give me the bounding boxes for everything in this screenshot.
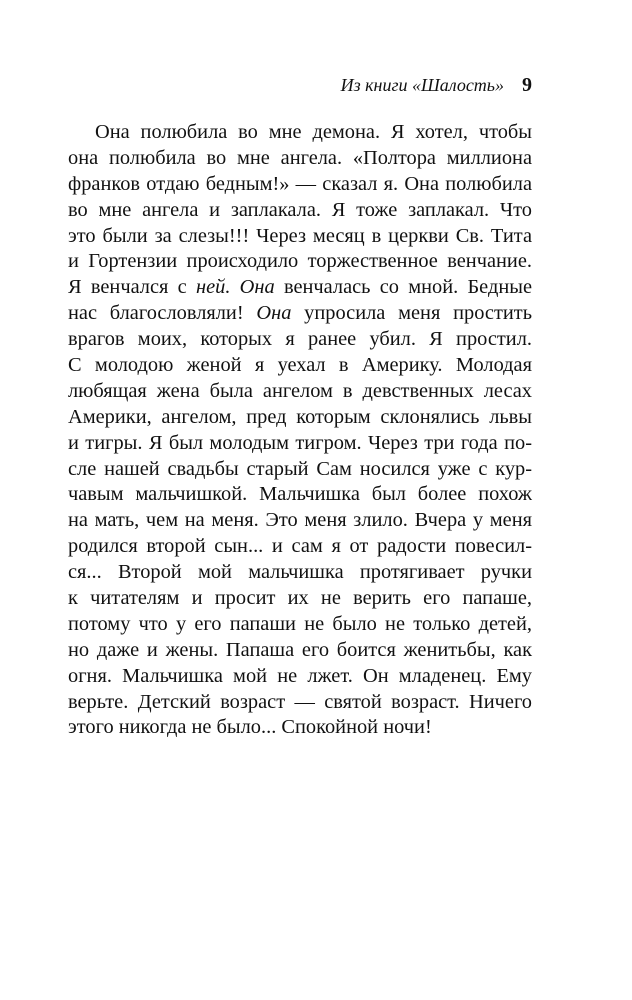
text-line — [68, 431, 532, 457]
text-line — [68, 457, 532, 483]
text-segment: сле нашей свадьбы старый Сам носился уже с кур- — [68, 457, 532, 480]
text-line — [68, 172, 532, 198]
text-segment: и тигры. Я был молодым тигром. Через три года по- — [68, 431, 532, 454]
text-line — [68, 482, 532, 508]
text-line — [68, 664, 532, 690]
page-number: 9 — [522, 74, 532, 96]
text-line — [68, 249, 532, 275]
text-segment: потому что у его папаши не было не только детей, — [68, 612, 532, 635]
text-line — [68, 586, 532, 612]
text-segment: чавым мальчишкой. Мальчишка был более похож — [68, 483, 532, 506]
text-segment: на мать, чем на меня. Это меня злило. Вчера у меня — [68, 509, 532, 532]
text-segment: Она полюбила во мне демона. Я хотел, чтобы — [95, 121, 532, 143]
text-segment: С молодою женой я уехал в Америку. Молодая — [68, 354, 532, 377]
italic-text: Она — [256, 302, 292, 325]
text-segment: франков отдаю бедным!» — сказал я. Она полюбила — [68, 172, 532, 195]
text-segment: она полюбила во мне ангела. «Полтора миллиона — [68, 146, 532, 169]
text-segment: это были за слезы!!! Через месяц в церкви Св. Тита — [68, 224, 532, 247]
text-line — [68, 534, 532, 560]
text-line — [68, 301, 532, 327]
text-segment: этого никогда не было... Спокойной ночи! — [68, 716, 432, 739]
text-line — [68, 327, 532, 353]
text-line — [68, 353, 532, 379]
text-segment: во мне ангела и заплакала. Я тоже заплакал. Что — [68, 198, 532, 221]
text-segment: упросила меня простить — [291, 302, 532, 325]
body-text — [68, 120, 532, 741]
text-segment: к читателям и просит их не верить его папаше, — [68, 587, 532, 610]
text-line — [68, 224, 532, 250]
italic-text: ней. Она — [195, 276, 275, 299]
text-segment: и Гортензии происходило торжественное венчание. — [68, 250, 532, 273]
text-line — [68, 560, 532, 586]
text-segment: любящая жена была ангелом в девственных лесах — [68, 379, 532, 402]
text-segment: но даже и жены. Папаша его боится женитьбы, как — [68, 638, 532, 661]
running-title: Из книги «Шалость» — [340, 75, 504, 95]
text-line — [68, 715, 532, 741]
text-line — [68, 146, 532, 172]
text-line — [68, 198, 532, 224]
text-segment: огня. Мальчишка мой не лжет. Он младенец. Ему — [68, 664, 532, 687]
text-line — [68, 508, 532, 534]
text-segment: ся... Второй мой мальчишка протягивает ручки — [68, 561, 532, 584]
text-line — [68, 612, 532, 638]
text-segment: Америки, ангелом, пред которым склонялись львы — [68, 405, 532, 428]
text-line — [68, 379, 532, 405]
text-segment: Я венчался с — [68, 276, 196, 299]
text-segment: нас благословляли! — [68, 302, 257, 325]
text-segment: венчалась со мной. Бедные — [274, 276, 533, 299]
running-header — [341, 74, 532, 97]
text-segment: верьте. Детский возраст — святой возраст. Ничего — [68, 690, 532, 713]
text-line — [68, 120, 532, 146]
text-segment: врагов моих, которых я ранее убил. Я простил. — [68, 328, 532, 351]
text-line — [68, 405, 532, 431]
text-line — [68, 638, 532, 664]
text-line — [68, 690, 532, 716]
text-line — [68, 275, 532, 301]
text-segment: родился второй сын... и сам я от радости повесил- — [68, 535, 532, 558]
